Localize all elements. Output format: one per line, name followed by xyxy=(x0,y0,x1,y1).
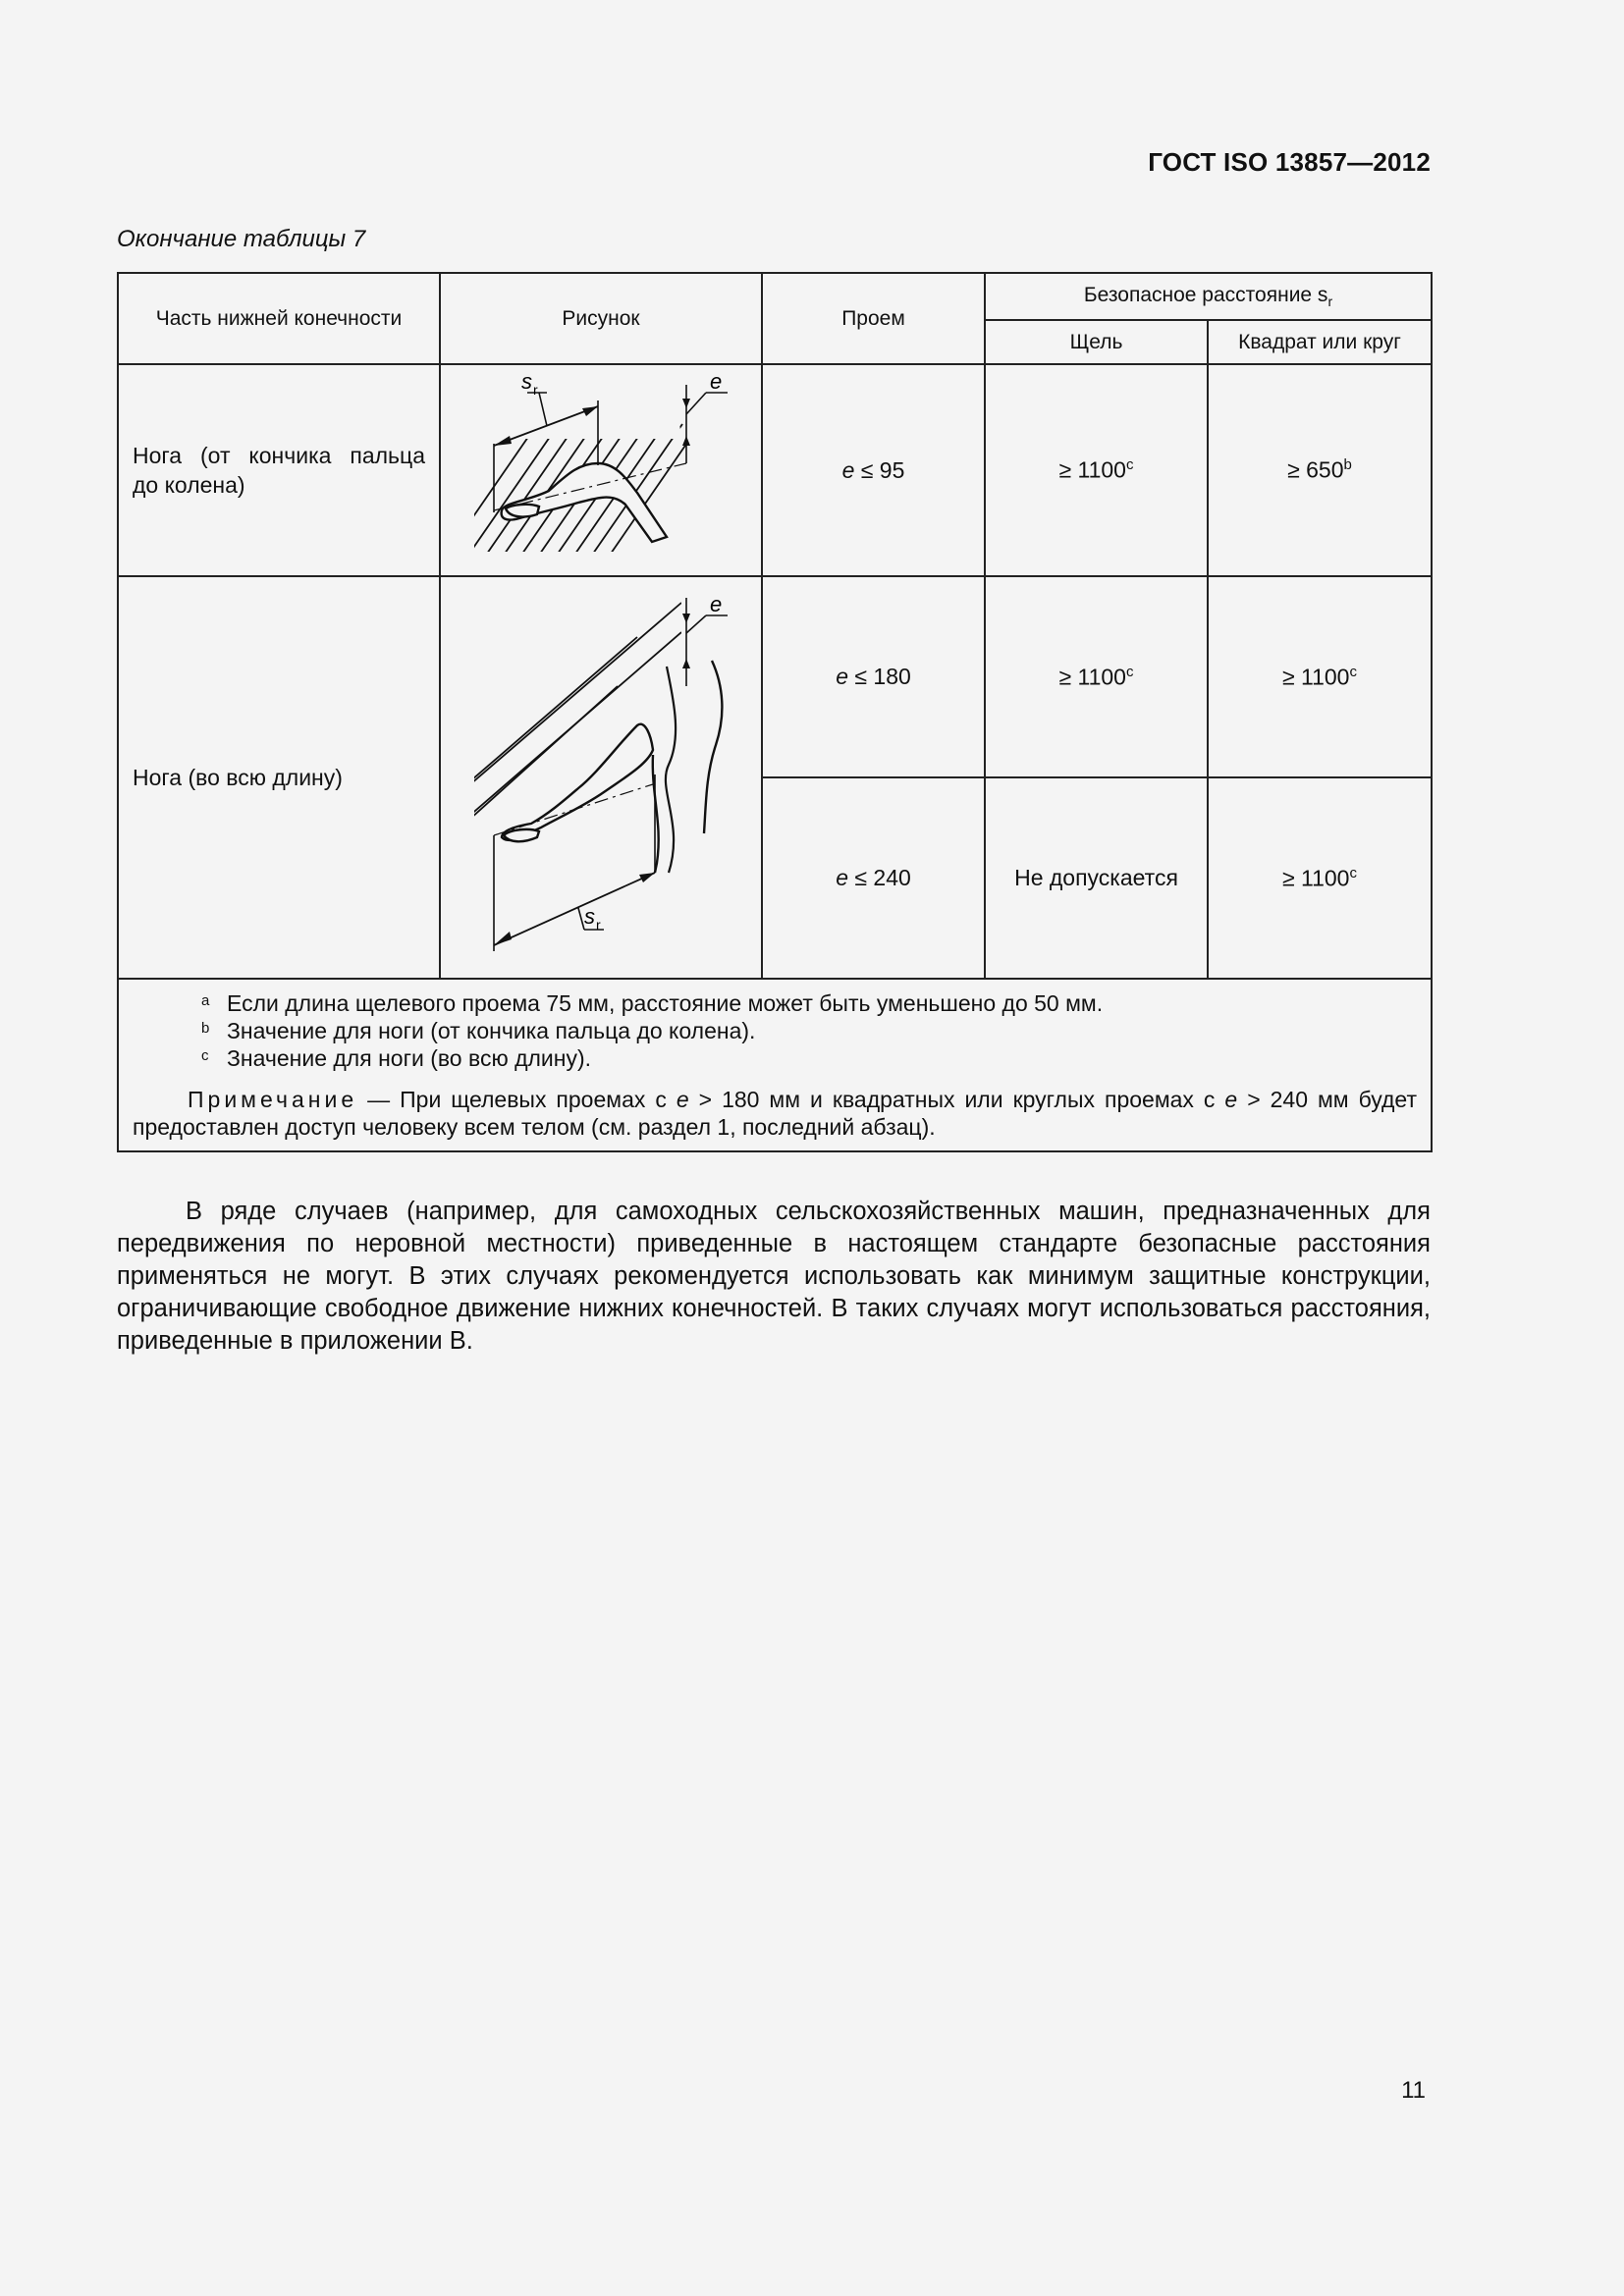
header-safe-distance: Безопасное расстояние $s_r$ xyxy=(985,273,1432,320)
page-number: 11 xyxy=(1401,2077,1426,2104)
header-figure: Рисунок xyxy=(440,273,762,364)
table-row xyxy=(118,364,1432,576)
table-row xyxy=(118,576,1432,777)
square-cell: ≥ $1100^c$ xyxy=(1208,777,1432,979)
limb-part-cell: Нога (во всю длину) xyxy=(118,576,440,979)
square-cell: ≥ $650^b$ xyxy=(1208,364,1432,576)
header-part: Часть нижней конечности xyxy=(118,273,440,364)
sr-label: s xyxy=(584,904,595,929)
limb-part-label-line2: до колена) xyxy=(133,472,245,498)
document-id: ГОСТ ISO 13857—2012 xyxy=(1148,147,1431,177)
table-footnotes-row xyxy=(118,979,1432,1151)
footnote: c Значение для ноги (во всю длину). xyxy=(201,1045,592,1071)
sr-sub: r xyxy=(533,382,538,398)
square-cell: ≥ $1100^c$ xyxy=(1208,576,1432,777)
table-note: Примечание — При щелевых проемах с e > 180 мм и квадратных или круглых проемах с e > 240 мм будет предоставлен доступ человеку всем телом (см. раздел 1, последний абзац). xyxy=(133,1087,1417,1140)
header-slot: Щель xyxy=(985,320,1208,364)
figure-full-leg xyxy=(440,576,762,979)
table-footnotes xyxy=(118,979,1432,1151)
footnote: a Если длина щелевого проема 75 мм, расстояние может быть уменьшено до 50 мм. xyxy=(201,990,1104,1016)
figure-toe-to-knee xyxy=(440,364,762,576)
body-paragraph: В ряде случаев (например, для самоходных сельскохозяйственных машин, предназначенных для передвижения по неровной местности) приведенные в настоящем стандарте безопасные расстояния применяться не могут. В этих случаях рекомендуется использовать как минимум защитные конструкции, ограничивающие свободное движение нижних конечностей. В таких случаях могут использоваться расстояния, приведенные в приложении В. xyxy=(117,1198,1431,1355)
sr-sub: r xyxy=(596,917,601,933)
e-label: e xyxy=(710,369,723,394)
slot-cell: Не допускается xyxy=(985,777,1208,979)
opening-cell: e ≤ 240 xyxy=(762,777,985,979)
footnote: b Значение для ноги (от кончика пальца до колена). xyxy=(201,1018,756,1043)
header-opening: Проем xyxy=(762,273,985,364)
figure-full-leg-diagram xyxy=(441,578,761,977)
limb-part-cell xyxy=(118,364,440,576)
slot-cell: ≥ $1100^c$ xyxy=(985,364,1208,576)
slot-cell: ≥ $1100^c$ xyxy=(985,576,1208,777)
figure-leg-opening-diagram xyxy=(441,365,761,575)
e-label: e xyxy=(710,592,723,616)
header-square: Квадрат или круг xyxy=(1208,320,1432,364)
opening-cell: e ≤ 180 xyxy=(762,576,985,777)
sr-label: s xyxy=(521,369,532,394)
safety-distance-table xyxy=(117,272,1433,1152)
table-caption: Окончание таблицы 7 xyxy=(117,226,366,252)
limb-part-label: Нога (от кончика пальца xyxy=(133,443,425,468)
opening-cell: e ≤ 95 xyxy=(762,364,985,576)
